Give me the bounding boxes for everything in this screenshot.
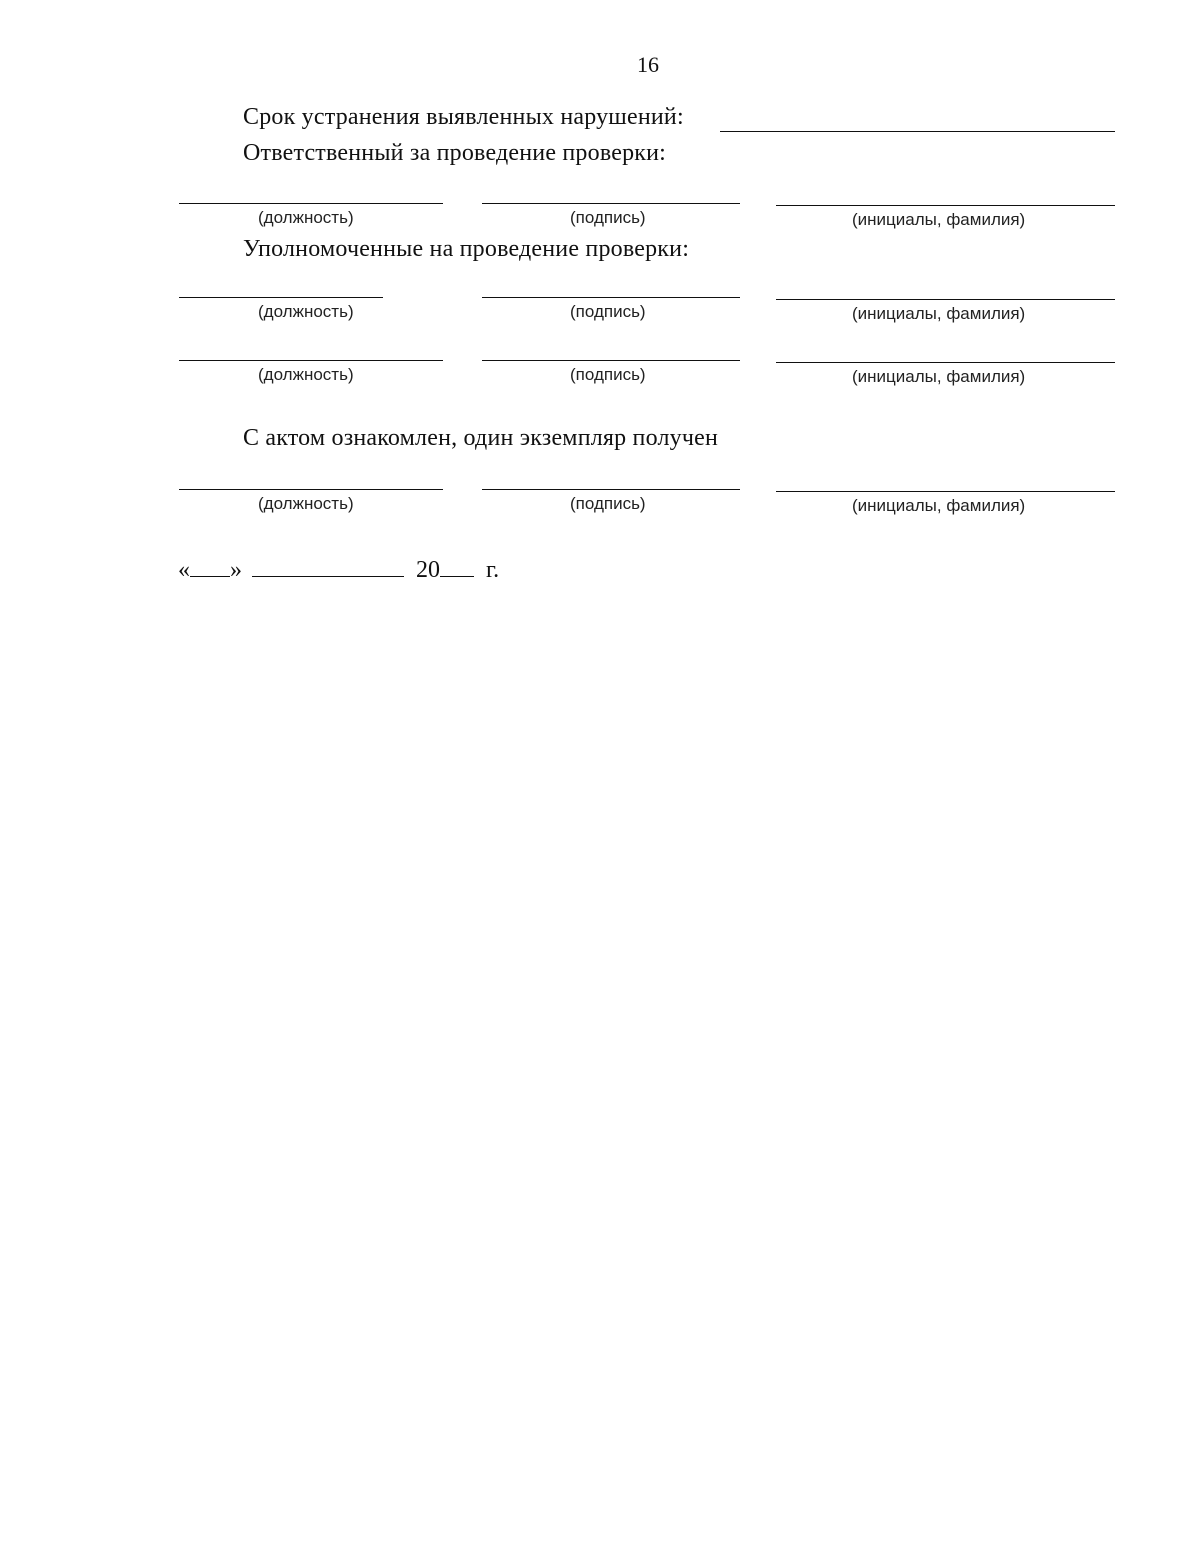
acknowledged-position-line[interactable] bbox=[179, 489, 443, 490]
date-open-quote: « bbox=[178, 557, 190, 583]
date-close-quote: » bbox=[230, 557, 242, 583]
authorized-1-signature-line[interactable] bbox=[482, 297, 740, 298]
acknowledged-position-caption: (должность) bbox=[258, 494, 354, 513]
deadline-label: Срок устранения выявленных нарушений: bbox=[243, 104, 684, 130]
authorized-2-position-line[interactable] bbox=[179, 360, 443, 361]
acknowledged-name-line[interactable] bbox=[776, 491, 1115, 492]
responsible-position-line[interactable] bbox=[179, 203, 443, 204]
page-number: 16 bbox=[637, 52, 659, 77]
date-month-field[interactable] bbox=[252, 556, 404, 577]
date-year-field[interactable] bbox=[440, 556, 474, 577]
acknowledged-heading: С актом ознакомлен, один экземпляр получен bbox=[243, 425, 719, 451]
date-line bbox=[178, 556, 499, 584]
date-year-suffix: г. bbox=[486, 557, 500, 583]
authorized-1-signature-caption: (подпись) bbox=[570, 302, 646, 321]
acknowledged-name-caption: (инициалы, фамилия) bbox=[852, 496, 1026, 515]
authorized-1-name-caption: (инициалы, фамилия) bbox=[852, 304, 1026, 323]
responsible-heading: Ответственный за проведение проверки: bbox=[243, 140, 667, 166]
authorized-heading: Уполномоченные на проведение проверки: bbox=[243, 236, 690, 262]
responsible-position-caption: (должность) bbox=[258, 208, 354, 227]
authorized-2-name-caption: (инициалы, фамилия) bbox=[852, 367, 1026, 386]
responsible-name-line[interactable] bbox=[776, 205, 1115, 206]
authorized-1-name-line[interactable] bbox=[776, 299, 1115, 300]
authorized-2-signature-caption: (подпись) bbox=[570, 365, 646, 384]
authorized-1-position-line[interactable] bbox=[179, 297, 383, 298]
responsible-signature-caption: (подпись) bbox=[570, 208, 646, 227]
acknowledged-signature-line[interactable] bbox=[482, 489, 740, 490]
date-century: 20 bbox=[416, 557, 440, 583]
responsible-name-caption: (инициалы, фамилия) bbox=[852, 210, 1026, 229]
authorized-1-position-caption: (должность) bbox=[258, 302, 354, 321]
acknowledged-signature-caption: (подпись) bbox=[570, 494, 646, 513]
authorized-2-position-caption: (должность) bbox=[258, 365, 354, 384]
responsible-signature-line[interactable] bbox=[482, 203, 740, 204]
date-day-field[interactable] bbox=[190, 556, 230, 577]
deadline-fill-line[interactable] bbox=[720, 131, 1115, 132]
authorized-2-signature-line[interactable] bbox=[482, 360, 740, 361]
authorized-2-name-line[interactable] bbox=[776, 362, 1115, 363]
